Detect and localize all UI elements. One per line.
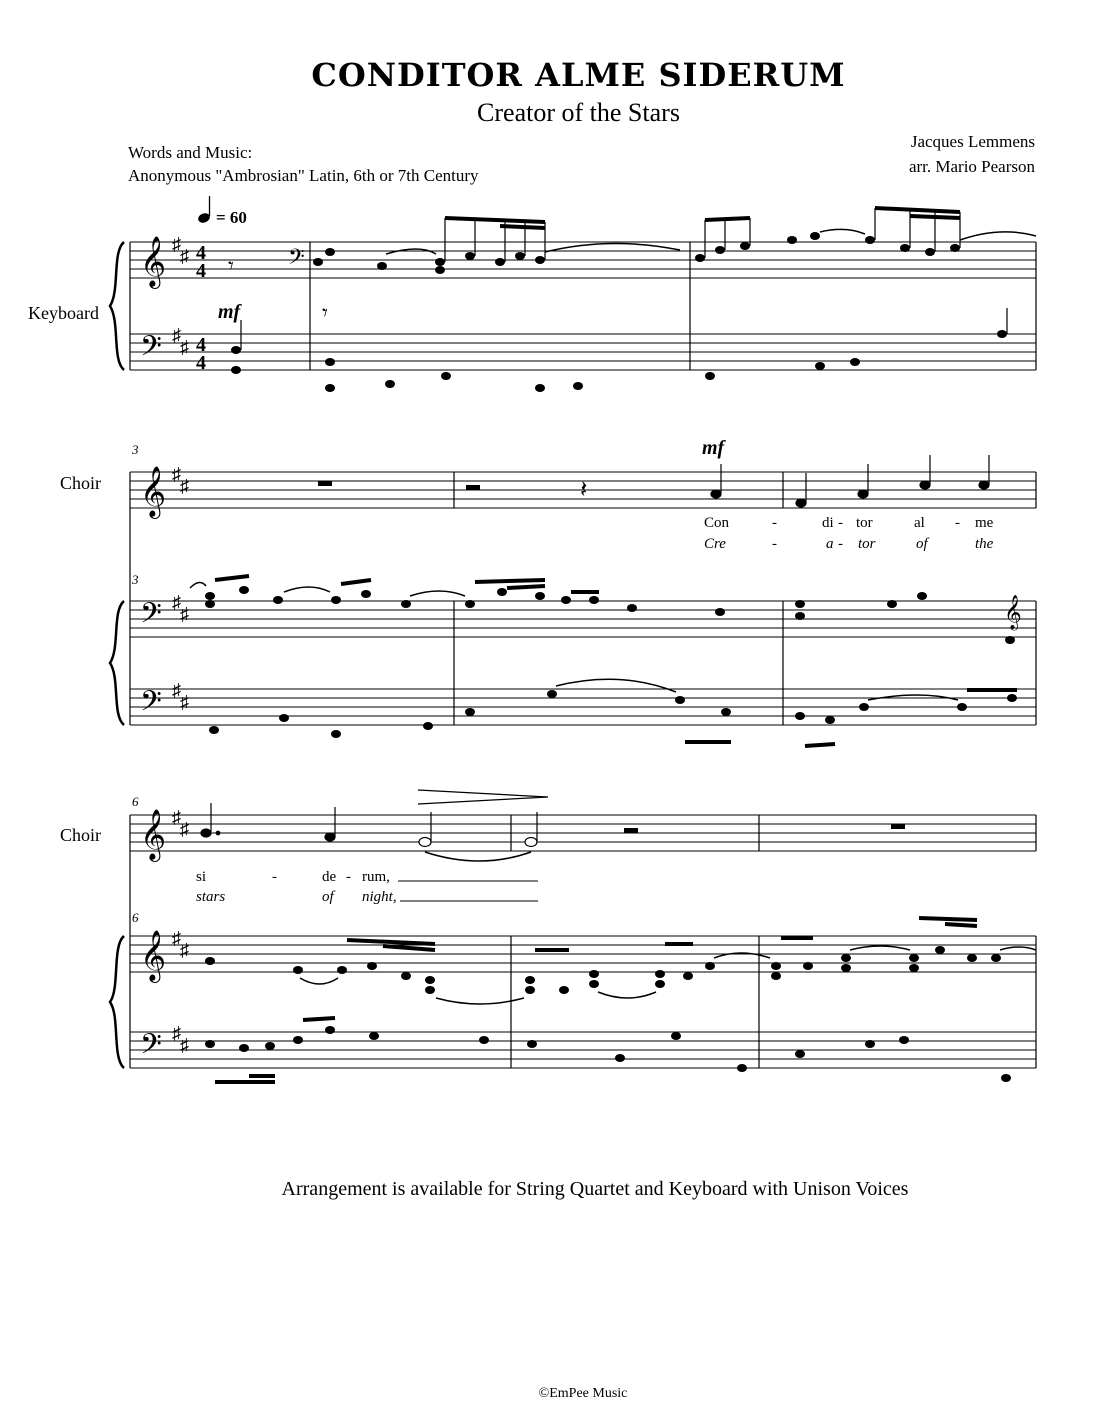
svg-text:of: of [322,889,334,905]
keyboard-brace-1 [110,242,124,370]
svg-text:♯: ♯ [172,680,181,700]
svg-text:♯: ♯ [172,592,181,612]
svg-text:tor: tor [856,515,873,531]
key-signature-icon [172,807,189,1055]
bass-clef-icon: 𝄢 [140,332,162,369]
lyrics-english-verse-1 [704,536,994,552]
svg-text:de: de [322,869,337,885]
svg-text:♯: ♯ [172,234,181,254]
eighth-rest-icon: 𝄾 [322,300,328,325]
keyboard-notes-system-2 [205,586,1017,738]
keyboard-brace-3 [110,936,124,1068]
staff-lines [130,242,1036,370]
svg-text:♯: ♯ [180,692,189,712]
words-source: Anonymous "Ambrosian" Latin, 6th or 7th Century [128,166,479,185]
svg-text:♯: ♯ [172,807,181,827]
svg-text:rum,: rum, [362,869,390,885]
svg-text:si: si [196,869,207,885]
svg-text:♯: ♯ [172,325,181,345]
svg-text:stars: stars [196,889,226,905]
svg-text:♯: ♯ [180,337,189,357]
composer-credit: Jacques Lemmens [910,132,1035,151]
svg-text:4: 4 [196,334,206,356]
svg-text:♯: ♯ [172,464,181,484]
svg-text:of: of [916,536,928,552]
svg-text:-: - [772,536,777,552]
system-2 [130,472,1036,725]
bass-clef-icon: 𝄢 [140,1030,162,1067]
treble-clef-change-icon: 𝄞 [1004,596,1022,629]
keyboard-brace-2 [110,601,124,725]
measure-number-6: 6 [132,794,139,809]
svg-text:me: me [975,515,994,531]
time-signature-icon [196,242,206,374]
half-rest-icon [466,485,480,490]
svg-text:4: 4 [196,242,206,264]
measure-number-3: 3 [132,442,139,457]
whole-rest-icon [318,481,332,486]
svg-text:night,: night, [362,889,397,905]
lyrics-english-verse-2 [196,889,397,905]
svg-text:♯: ♯ [180,604,189,624]
barlines [130,242,1036,370]
score-title: CONDITOR ALME SIDERUM [311,56,846,94]
tempo-marking: = 60 [216,208,247,227]
treble-clef-icon: 𝄞 [140,237,167,286]
svg-text:♯: ♯ [180,940,189,960]
lyrics-latin-verse-2 [196,869,390,885]
treble-clef-icon: 𝄞 [140,931,167,980]
instrument-label-choir: Choir [60,825,102,845]
bass-clef-icon: 𝄢 [140,599,162,636]
svg-text:-: - [772,515,777,531]
system-3 [130,815,1036,1068]
dynamic-mf-keyboard: mf [218,301,241,323]
svg-text:♯: ♯ [180,819,189,839]
bass-clef-icon: 𝄢 [140,687,162,724]
measure-number-3-keyboard: 3 [132,572,139,587]
words-label: Words and Music: [128,143,253,162]
svg-text:♯: ♯ [172,1023,181,1043]
svg-text:♯: ♯ [180,1035,189,1055]
svg-text:-: - [838,536,843,552]
key-signature-icon [172,464,189,712]
treble-clef-icon: 𝄞 [140,810,167,859]
arranger-credit: arr. Mario Pearson [908,157,1035,176]
half-rest-icon [624,828,638,833]
beams-system-3 [215,918,977,1082]
instrument-label-keyboard: Keyboard [28,303,99,323]
svg-text:4: 4 [196,260,206,282]
lyrics-latin-verse-1 [704,515,994,531]
treble-clef-icon: 𝄞 [140,467,167,516]
measure-number-6-keyboard: 6 [132,910,139,925]
svg-text:♯: ♯ [172,928,181,948]
stems-system-1 [241,208,1007,350]
svg-text:al: al [914,515,925,531]
svg-text:-: - [838,515,843,531]
note-heads-system-1 [231,232,1007,392]
score-subtitle: Creator of the Stars [477,98,680,127]
key-signature-icon [172,234,189,357]
system-1 [130,242,1036,370]
keyboard-notes-system-3 [205,946,1011,1082]
svg-text:the: the [975,536,994,552]
svg-text:-: - [272,869,277,885]
svg-text:-: - [346,869,351,885]
svg-text:tor: tor [858,536,876,552]
copyright-notice: ©EmPee Music [538,1386,628,1401]
decrescendo-hairpin-icon [418,790,548,804]
svg-text:4: 4 [196,352,206,374]
choir-notes-system-3 [201,803,537,847]
eighth-rest-icon: 𝄾 [228,253,234,278]
whole-rest-icon [891,824,905,829]
quarter-rest-icon: 𝄽 [580,477,588,503]
svg-text:♯: ♯ [180,476,189,496]
svg-text:♯: ♯ [180,246,189,266]
dynamic-mf-choir: mf [702,437,725,459]
bass-clef-change-icon: 𝄢 [288,245,305,274]
choir-tie [425,852,531,861]
svg-text:Cre: Cre [704,536,726,552]
availability-note: Arrangement is available for String Quartet and Keyboard with Unison Voices [281,1178,909,1200]
svg-text:a: a [826,536,834,552]
svg-text:di: di [822,515,834,531]
svg-text:Con: Con [704,515,730,531]
ties-system-2 [190,582,958,700]
svg-text:-: - [955,515,960,531]
instrument-label-choir: Choir [60,473,102,493]
beams-system-1 [445,208,960,228]
